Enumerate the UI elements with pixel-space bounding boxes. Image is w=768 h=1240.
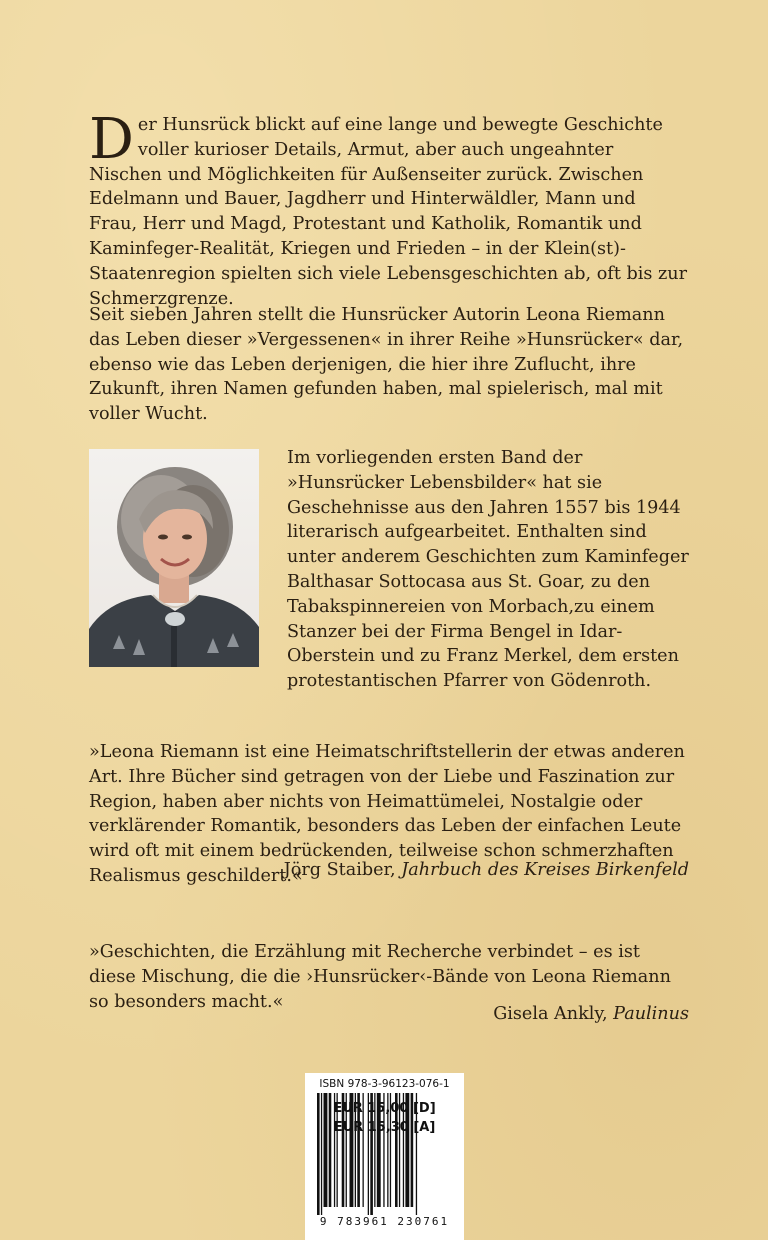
intro-paragraph — [89, 107, 689, 311]
intro-text: er Hunsrück blickt auf eine lange und bewegte Geschichte voller kurioser Details, Armut, aber auch ungeahnter Nischen und Möglichkeiten für Außenseiter zurück. Zwischen Edelmann und Bauer, Jagdherr und Hinterwäldler, Mann und Frau, Herr und Magd, Protestant und Katholik, Romantik und Kaminfeger-Realität, Kriegen und Frieden – in der Klein(st)-Staatenregion spielten sich viele Lebensgeschichten ab, oft bis zur Schmerzgrenze. — [89, 115, 688, 309]
review-author: Gisela Ankly, — [493, 1004, 614, 1024]
author-photo — [89, 449, 259, 667]
review-source: Jahrbuch des Kreises Birkenfeld — [401, 860, 689, 880]
price-germany: EUR 15,00 [D] — [333, 1101, 436, 1116]
drop-cap: D — [89, 107, 134, 172]
review-attribution — [89, 858, 689, 883]
review-author: Jörg Staiber, — [283, 860, 402, 880]
series-paragraph: Seit sieben Jahren stellt die Hunsrücker Autorin Leona Riemann das Leben dieser »Vergessenen« in ihrer Reihe »Hunsrücker« dar, ebenso wie das Leben derjenigen, die hier ihre Zuflucht, ihre Zukunft, ihren Namen gefunden haben, mal spielerisch, mal mit voller Wucht. — [89, 305, 684, 425]
isbn-label: ISBN 978-3-96123-076-1 — [319, 1078, 450, 1090]
review-source: Paulinus — [613, 1004, 689, 1024]
price-austria: EUR 15,30 [A] — [333, 1120, 436, 1135]
author-portrait-image — [89, 449, 259, 667]
volume-paragraph: Im vorliegenden ersten Band der »Hunsrücker Lebensbilder« hat sie Geschehnisse aus den Jahren 1557 bis 1944 literarisch aufgearbeitet. Enthalten sind unter anderem Geschichten zum Kaminfeger Balthasar Sottocasa aus St. Goar, zu den Tabakspinnereien von Morbach,zu einem Stanzer bei der Firma Bengel in Idar-Oberstein und zu Franz Merkel, dem ersten protestantischen Pfarrer von Gödenroth. — [287, 448, 689, 692]
barcode-digits: 9 783961 230761 — [319, 1215, 450, 1228]
review-quote: »Geschichten, die Erzählung mit Recherche verbindet – es ist diese Mischung, die die ›Hunsrücker‹-Bände von Leona Riemann so besonders macht.« — [89, 942, 671, 1012]
review-quote: »Leona Riemann ist eine Heimatschriftstellerin der etwas anderen Art. Ihre Bücher sind getragen von der Liebe und Faszination zur Region, haben aber nichts von Heimattümelei, Nostalgie oder verklärender Romantik, besonders das Leben der einfachen Leute wird oft mit einem bedrückenden, teilweise schon schmerzhaften Realismus geschildert.« — [89, 742, 685, 886]
review-attribution — [89, 1002, 689, 1027]
barcode-box — [305, 1073, 464, 1240]
